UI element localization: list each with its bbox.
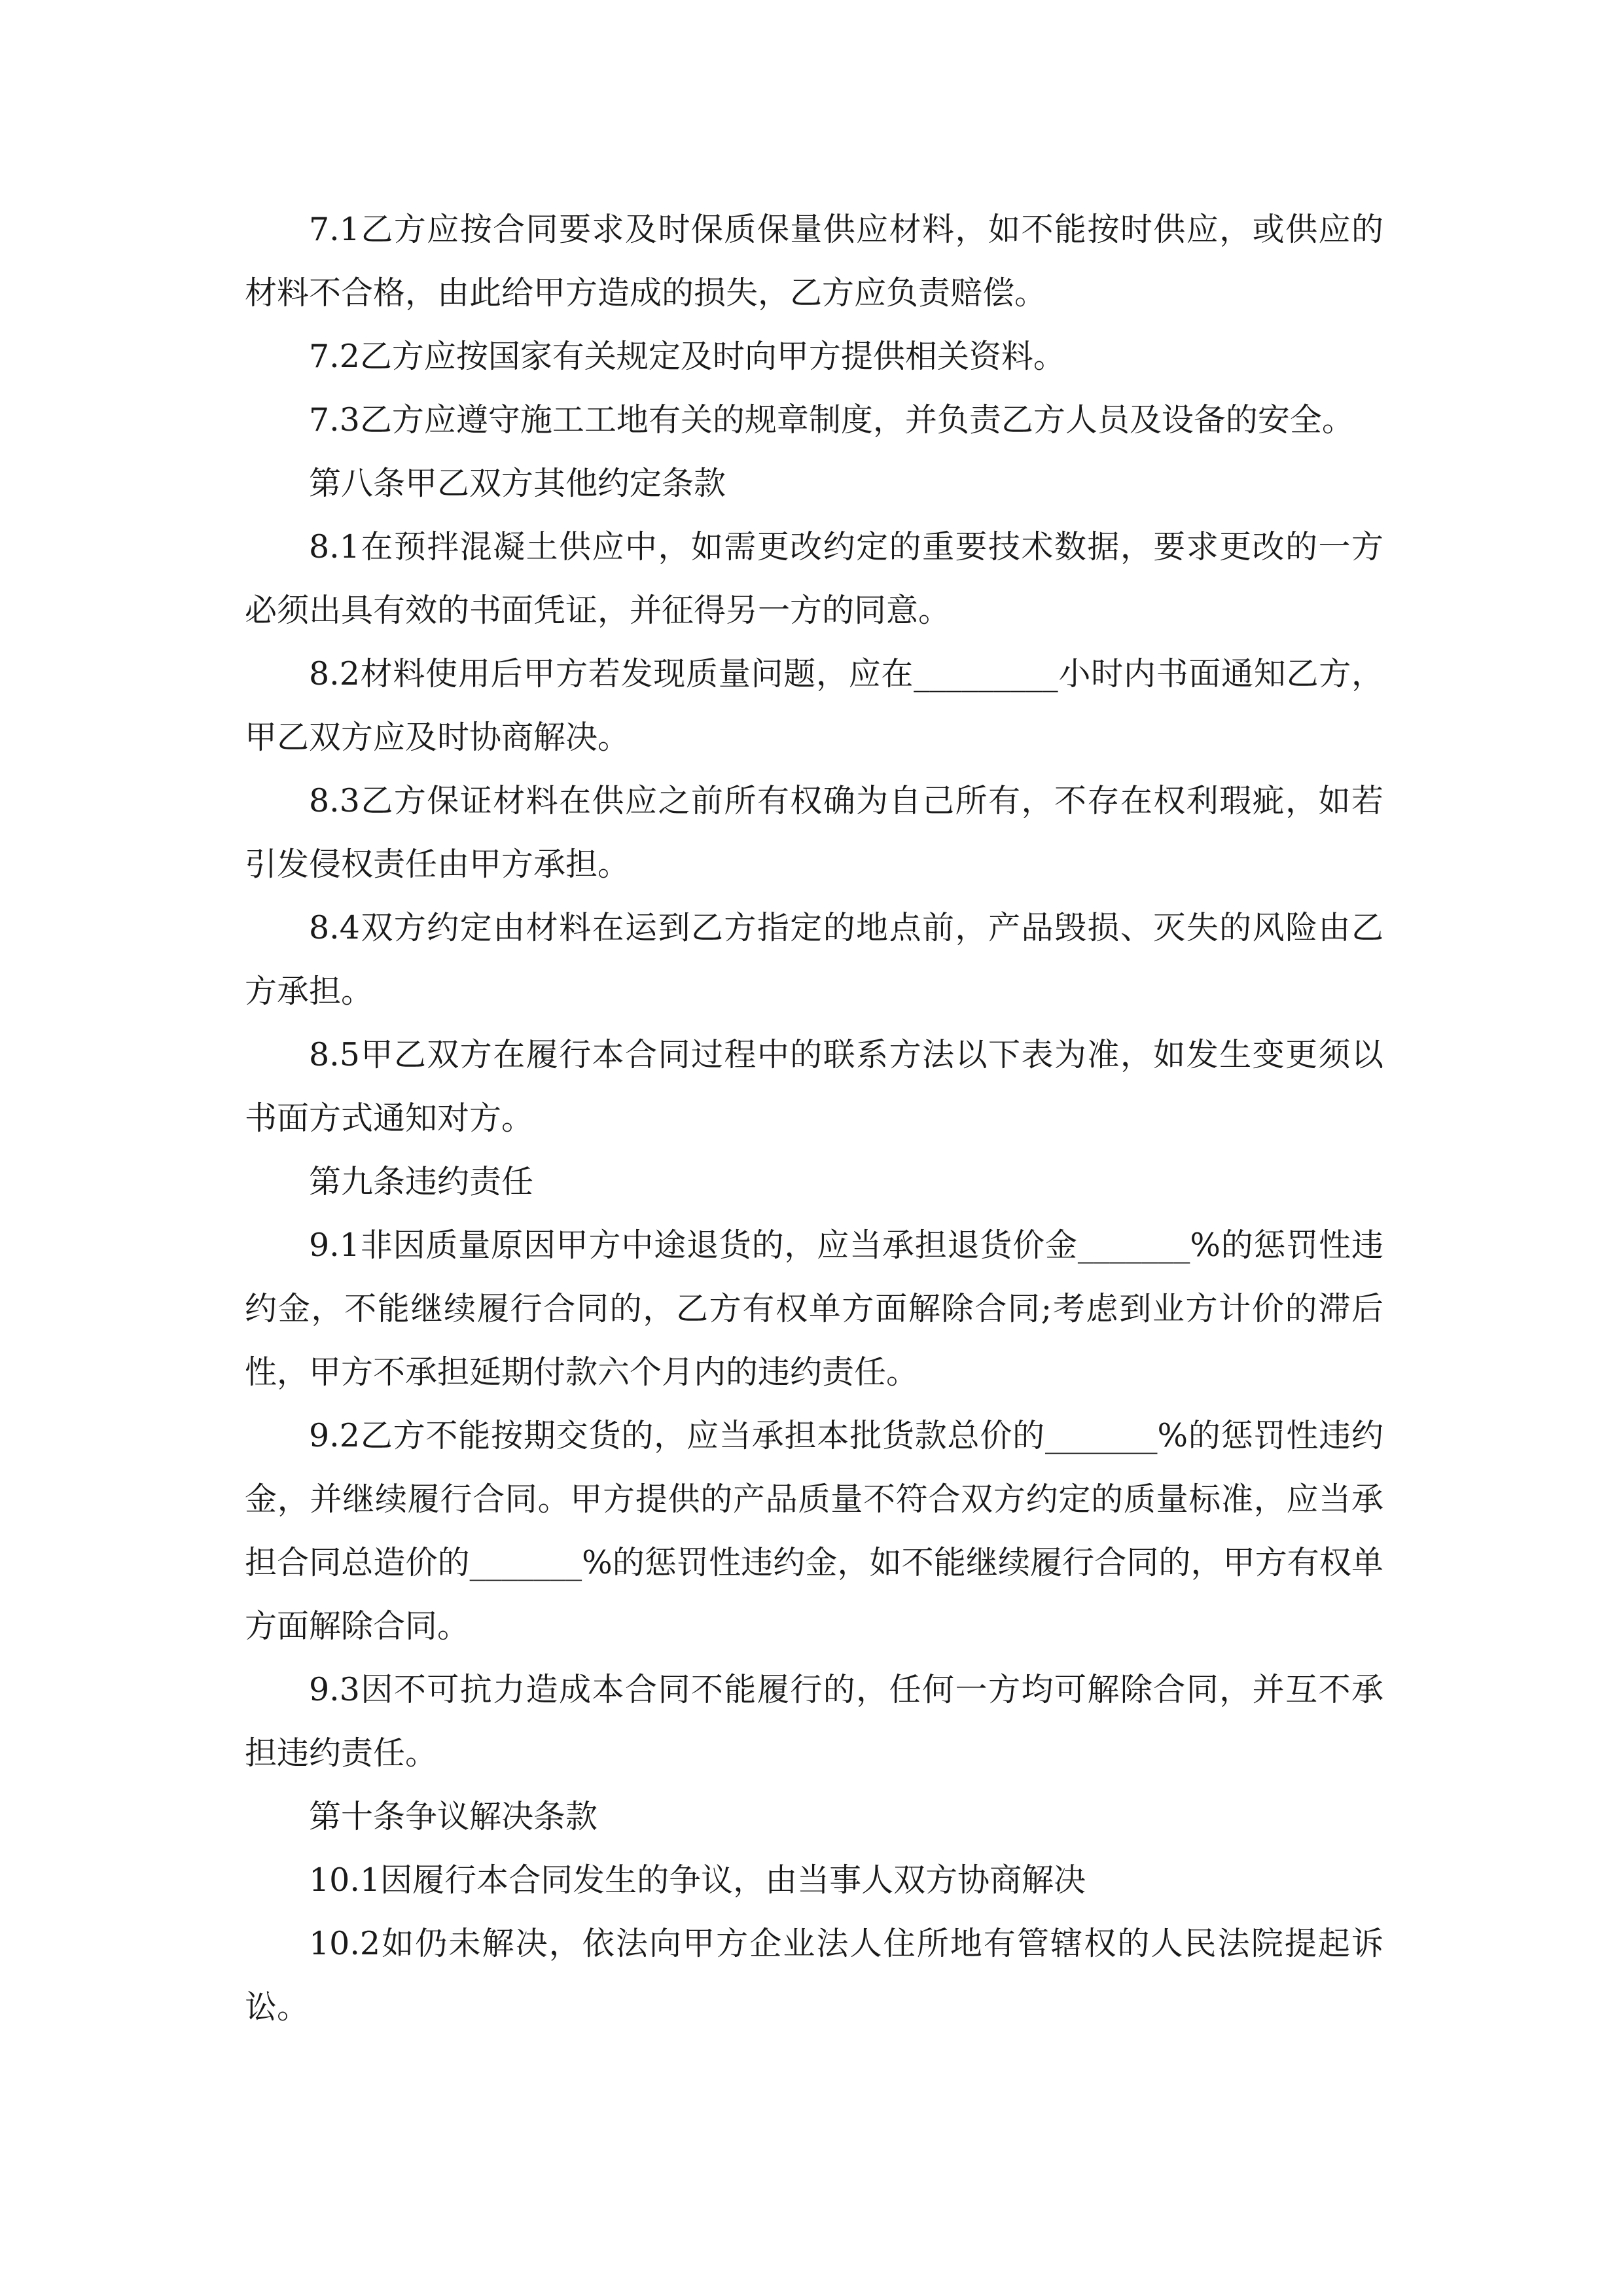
clause-8-4: 8.4双方约定由材料在运到乙方指定的地点前，产品毁损、灭失的风险由乙方承担。 <box>245 909 1383 1010</box>
clause-9-1: 9.1非因质量原因甲方中途退货的，应当承担退货价金_______%的惩罚性违约金，不能继续履行合同的，乙方有权单方面解除合同;考虑到业方计价的滞后性，甲方不承担延期付款六个月内的违约责任。 <box>245 1227 1383 1391</box>
clause-8-5: 8.5甲乙双方在履行本合同过程中的联系方法以下表为准，如发生变更须以书面方式通知对方。 <box>245 1036 1383 1137</box>
clause-8-2: 8.2材料使用后甲方若发现质量问题，应在_________小时内书面通知乙方，甲乙双方应及时协商解决。 <box>245 655 1383 756</box>
clause-10-2: 10.2如仍未解决，依法向甲方企业法人住所地有管辖权的人民法院提起诉讼。 <box>245 1925 1383 2026</box>
clause-8-1: 8.1在预拌混凝土供应中，如需更改约定的重要技术数据，要求更改的一方必须出具有效的书面凭证，并征得另一方的同意。 <box>245 528 1383 629</box>
article-9-heading: 第九条违约责任 <box>309 1163 534 1200</box>
clause-9-2: 9.2乙方不能按期交货的，应当承担本批货款总价的_______%的惩罚性违约金，并继续履行合同。甲方提供的产品质量不符合双方约定的质量标准，应当承担合同总造价的_______%的惩罚性违约金，如不能继续履行合同的，甲方有权单方面解除合同。 <box>245 1417 1383 1645</box>
clause-8-3: 8.3乙方保证材料在供应之前所有权确为自己所有，不存在权利瑕疵，如若引发侵权责任由甲方承担。 <box>245 782 1383 883</box>
clause-10-1: 10.1因履行本合同发生的争议，由当事人双方协商解决 <box>309 1861 1086 1899</box>
article-10-heading: 第十条争议解决条款 <box>309 1798 598 1835</box>
article-8-heading: 第八条甲乙双方其他约定条款 <box>309 465 726 502</box>
clause-7-2: 7.2乙方应按国家有关规定及时向甲方提供相关资料。 <box>309 338 1065 375</box>
document-body <box>245 198 1383 2039</box>
clause-7-3: 7.3乙方应遵守施工工地有关的规章制度，并负责乙方人员及设备的安全。 <box>309 401 1354 439</box>
clause-7-1: 7.1乙方应按合同要求及时保质保量供应材料，如不能按时供应，或供应的材料不合格，由此给甲方造成的损失，乙方应负责赔偿。 <box>245 211 1383 312</box>
clause-9-3: 9.3因不可抗力造成本合同不能履行的，任何一方均可解除合同，并互不承担违约责任。 <box>245 1671 1383 1772</box>
